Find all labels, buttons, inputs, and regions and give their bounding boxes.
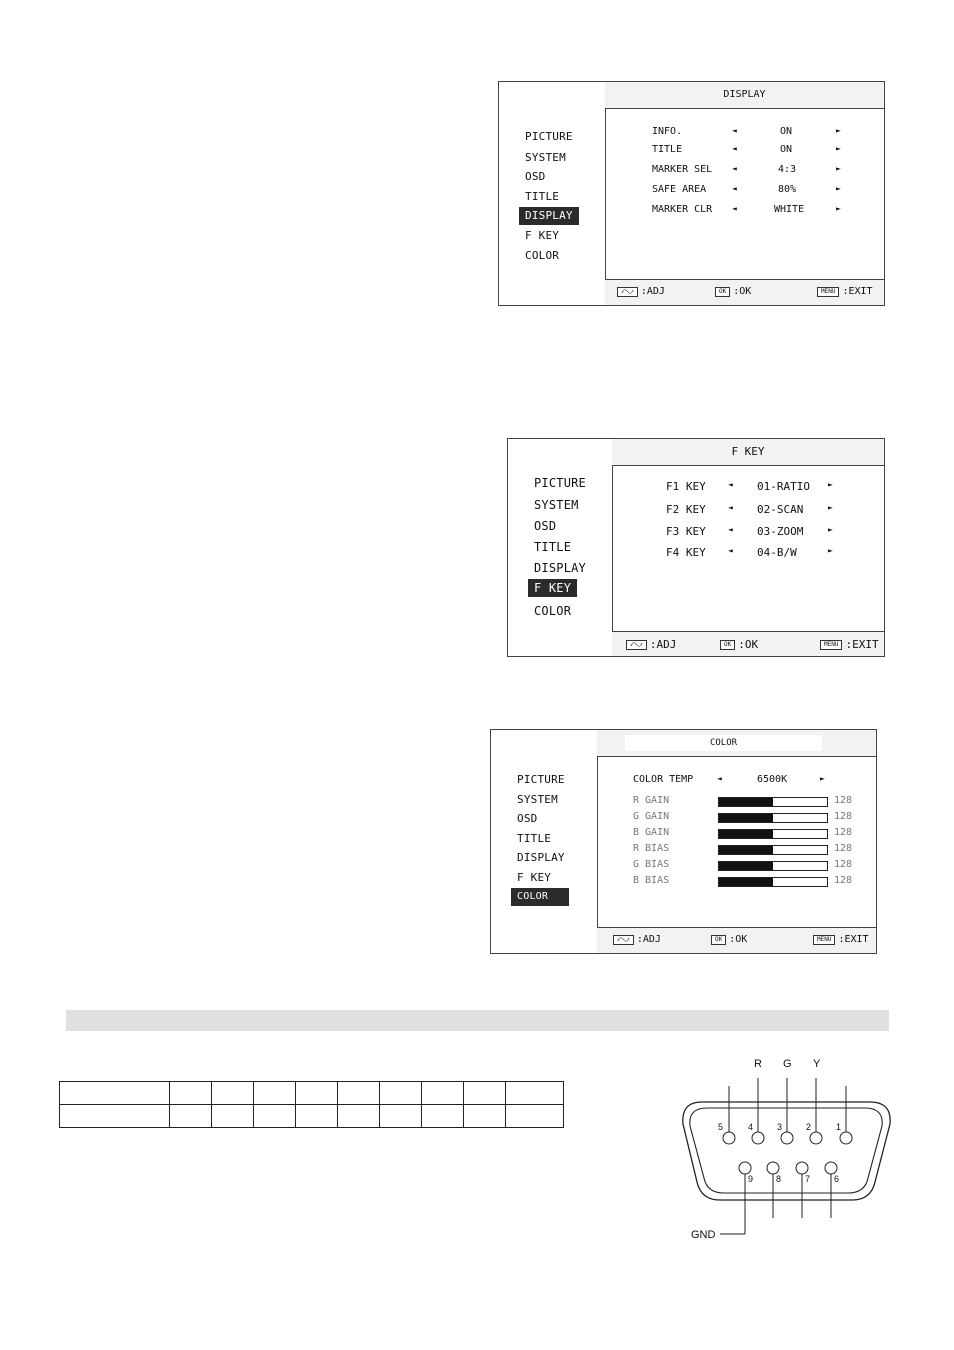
menu-item-picture[interactable]: PICTURE xyxy=(525,130,573,143)
section-heading-bar xyxy=(66,1010,889,1031)
left-arrow-icon[interactable]: ◄ xyxy=(717,774,722,783)
row-value: ON xyxy=(780,126,793,137)
label-r: R xyxy=(754,1058,762,1070)
level-slider[interactable] xyxy=(718,877,828,887)
bar-label: R GAIN xyxy=(633,795,670,806)
pin-9 xyxy=(739,1162,751,1174)
left-arrow-icon[interactable]: ◄ xyxy=(728,480,733,489)
level-slider[interactable] xyxy=(718,845,828,855)
menu-item-display[interactable]: DISPLAY xyxy=(519,207,579,225)
menu-item-osd[interactable]: OSD xyxy=(517,812,538,825)
left-arrow-icon[interactable]: ◄ xyxy=(728,503,733,512)
exit-label: :EXIT xyxy=(845,638,879,651)
table-cell xyxy=(380,1082,422,1105)
row-value: 02-SCAN xyxy=(757,503,804,516)
menu-item-osd[interactable]: OSD xyxy=(534,519,557,533)
display-panel-footer xyxy=(605,279,884,305)
menu-item-system[interactable]: SYSTEM xyxy=(517,793,558,806)
color-panel-title: COLOR xyxy=(625,735,822,751)
level-fill xyxy=(719,846,773,854)
menu-item-fkey[interactable]: F KEY xyxy=(517,871,552,884)
right-arrow-icon[interactable]: ► xyxy=(836,164,841,173)
table-cell xyxy=(506,1105,564,1128)
menu-item-picture[interactable]: PICTURE xyxy=(534,476,586,490)
adj-hint xyxy=(617,286,665,297)
row-value: 03-ZOOM xyxy=(757,525,804,538)
pin-5 xyxy=(723,1132,735,1144)
ok-hint xyxy=(711,934,747,945)
ok-hint xyxy=(715,286,751,297)
exit-hint xyxy=(817,286,873,297)
menu-item-color[interactable]: COLOR xyxy=(525,249,560,262)
bar-label: G GAIN xyxy=(633,811,670,822)
ok-key-icon: OK xyxy=(715,287,730,297)
level-fill xyxy=(719,814,773,822)
menu-item-system[interactable]: SYSTEM xyxy=(534,498,579,512)
table-cell xyxy=(60,1082,170,1105)
pin-label-8: 8 xyxy=(776,1174,782,1184)
right-arrow-icon[interactable]: ► xyxy=(836,184,841,193)
bar-value: 128 xyxy=(834,795,853,806)
bar-label: B GAIN xyxy=(633,827,670,838)
level-fill xyxy=(719,798,773,806)
menu-item-display[interactable]: DISPLAY xyxy=(517,851,565,864)
pin-label-1: 1 xyxy=(836,1122,842,1132)
left-arrow-icon[interactable]: ◄ xyxy=(732,204,737,213)
table-cell xyxy=(422,1105,464,1128)
row-value: 04-B/W xyxy=(757,546,797,559)
row-value: 80% xyxy=(778,184,797,195)
bar-value: 128 xyxy=(834,811,853,822)
table-cell xyxy=(506,1082,564,1105)
table-cell xyxy=(422,1082,464,1105)
menu-item-color[interactable]: COLOR xyxy=(511,888,569,906)
color-menu-sidebar xyxy=(491,730,598,953)
exit-label: :EXIT xyxy=(842,286,873,297)
connector-inner-shell xyxy=(690,1108,882,1193)
exit-label: :EXIT xyxy=(838,934,869,945)
ok-label: :OK xyxy=(738,638,759,651)
bar-value: 128 xyxy=(834,859,853,870)
pin-label-7: 7 xyxy=(805,1174,811,1184)
pin-7 xyxy=(796,1162,808,1174)
exit-hint xyxy=(813,934,869,945)
db9-connector-diagram xyxy=(680,1050,900,1250)
row-label: F1 KEY xyxy=(666,480,706,493)
right-arrow-icon[interactable]: ► xyxy=(836,204,841,213)
bar-value: 128 xyxy=(834,875,853,886)
bar-label: B BIAS xyxy=(633,875,670,886)
color-panel-footer xyxy=(597,927,876,953)
bar-value: 128 xyxy=(834,827,853,838)
right-arrow-icon[interactable]: ► xyxy=(820,774,825,783)
knob-icon: ⤺⤻ xyxy=(626,640,647,650)
row-label: TITLE xyxy=(652,144,683,155)
adj-hint xyxy=(626,638,676,651)
pin-3 xyxy=(781,1132,793,1144)
menu-key-icon: MENU xyxy=(817,287,839,297)
ok-hint xyxy=(720,638,758,651)
label-y: Y xyxy=(813,1058,821,1070)
display-panel-title: DISPLAY xyxy=(605,82,884,109)
knob-icon: ⤺⤻ xyxy=(617,287,638,297)
table-cell xyxy=(170,1105,212,1128)
fkey-panel-footer xyxy=(612,631,884,656)
row-value: 01-RATIO xyxy=(757,480,810,493)
row-value: 6500K xyxy=(757,774,788,785)
table-cell xyxy=(212,1105,254,1128)
row-label: SAFE AREA xyxy=(652,184,707,195)
row-label: MARKER SEL xyxy=(652,164,713,175)
menu-item-fkey[interactable]: F KEY xyxy=(525,229,560,242)
left-arrow-icon[interactable]: ◄ xyxy=(728,546,733,555)
row-value: 4:3 xyxy=(778,164,797,175)
bar-label: R BIAS xyxy=(633,843,670,854)
left-arrow-icon[interactable]: ◄ xyxy=(732,164,737,173)
left-arrow-icon[interactable]: ◄ xyxy=(732,184,737,193)
ok-label: :OK xyxy=(729,934,748,945)
menu-key-icon: MENU xyxy=(820,640,842,650)
ok-label: :OK xyxy=(733,286,752,297)
menu-item-fkey[interactable]: F KEY xyxy=(528,579,577,597)
pin-8 xyxy=(767,1162,779,1174)
pin-label-2: 2 xyxy=(806,1122,812,1132)
row-value: WHITE xyxy=(774,204,805,215)
pin-6 xyxy=(825,1162,837,1174)
row-value: ON xyxy=(780,144,793,155)
pin-2 xyxy=(810,1132,822,1144)
pin-label-6: 6 xyxy=(834,1174,840,1184)
table-cell xyxy=(60,1105,170,1128)
adj-label: :ADJ xyxy=(640,286,665,297)
fkey-panel-title: F KEY xyxy=(612,439,884,466)
right-arrow-icon[interactable]: ► xyxy=(828,503,833,512)
right-arrow-icon[interactable]: ► xyxy=(836,126,841,135)
level-slider[interactable] xyxy=(718,829,828,839)
row-label: F4 KEY xyxy=(666,546,706,559)
table-cell xyxy=(338,1082,380,1105)
row-label: F3 KEY xyxy=(666,525,706,538)
table-row xyxy=(60,1105,564,1128)
row-label: INFO. xyxy=(652,126,683,137)
connector-outer-shell xyxy=(683,1102,890,1200)
exit-hint xyxy=(820,638,879,651)
label-g: G xyxy=(783,1058,792,1070)
fkey-menu-sidebar xyxy=(508,439,613,656)
menu-item-title[interactable]: TITLE xyxy=(517,832,552,845)
display-menu-sidebar xyxy=(499,82,606,305)
level-slider[interactable] xyxy=(718,861,828,871)
adj-hint xyxy=(613,934,661,945)
left-arrow-icon[interactable]: ◄ xyxy=(732,144,737,153)
table-row xyxy=(60,1082,564,1105)
pin-label-4: 4 xyxy=(748,1122,754,1132)
level-slider[interactable] xyxy=(718,813,828,823)
right-arrow-icon[interactable]: ► xyxy=(828,480,833,489)
row-label: COLOR TEMP xyxy=(633,774,694,785)
table-cell xyxy=(338,1105,380,1128)
bar-label: G BIAS xyxy=(633,859,670,870)
table-cell xyxy=(464,1082,506,1105)
ok-key-icon: OK xyxy=(711,935,726,945)
ok-key-icon: OK xyxy=(720,640,735,650)
adj-label: :ADJ xyxy=(636,934,661,945)
right-arrow-icon[interactable]: ► xyxy=(836,144,841,153)
pin-label-5: 5 xyxy=(718,1122,724,1132)
menu-item-title[interactable]: TITLE xyxy=(525,190,560,203)
adj-label: :ADJ xyxy=(649,638,677,651)
color-osd-panel xyxy=(490,729,877,954)
display-osd-panel xyxy=(498,81,885,306)
level-fill xyxy=(719,862,773,870)
table-cell xyxy=(254,1105,296,1128)
table-cell xyxy=(170,1082,212,1105)
menu-key-icon: MENU xyxy=(813,935,835,945)
left-arrow-icon[interactable]: ◄ xyxy=(728,525,733,534)
right-arrow-icon[interactable]: ► xyxy=(828,525,833,534)
table-cell xyxy=(296,1105,338,1128)
bar-value: 128 xyxy=(834,843,853,854)
pin-1 xyxy=(840,1132,852,1144)
right-arrow-icon[interactable]: ► xyxy=(828,546,833,555)
level-slider[interactable] xyxy=(718,797,828,807)
pin-4 xyxy=(752,1132,764,1144)
row-label: F2 KEY xyxy=(666,503,706,516)
menu-item-osd[interactable]: OSD xyxy=(525,170,546,183)
pin-label-3: 3 xyxy=(777,1122,783,1132)
menu-item-color[interactable]: COLOR xyxy=(534,604,572,618)
menu-item-title[interactable]: TITLE xyxy=(534,540,572,554)
menu-item-system[interactable]: SYSTEM xyxy=(525,151,566,164)
pin-assignment-table xyxy=(59,1081,564,1128)
table-cell xyxy=(464,1105,506,1128)
menu-item-display[interactable]: DISPLAY xyxy=(534,561,586,575)
color-panel-header xyxy=(597,730,876,757)
row-label: MARKER CLR xyxy=(652,204,713,215)
left-arrow-icon[interactable]: ◄ xyxy=(732,126,737,135)
level-fill xyxy=(719,878,773,886)
level-fill xyxy=(719,830,773,838)
table-cell xyxy=(212,1082,254,1105)
knob-icon: ⤺⤻ xyxy=(613,935,634,945)
label-gnd: GND xyxy=(691,1229,716,1241)
table-cell xyxy=(296,1082,338,1105)
menu-item-picture[interactable]: PICTURE xyxy=(517,773,565,786)
table-cell xyxy=(254,1082,296,1105)
pin-label-9: 9 xyxy=(748,1174,754,1184)
table-cell xyxy=(380,1105,422,1128)
fkey-osd-panel xyxy=(507,438,885,657)
